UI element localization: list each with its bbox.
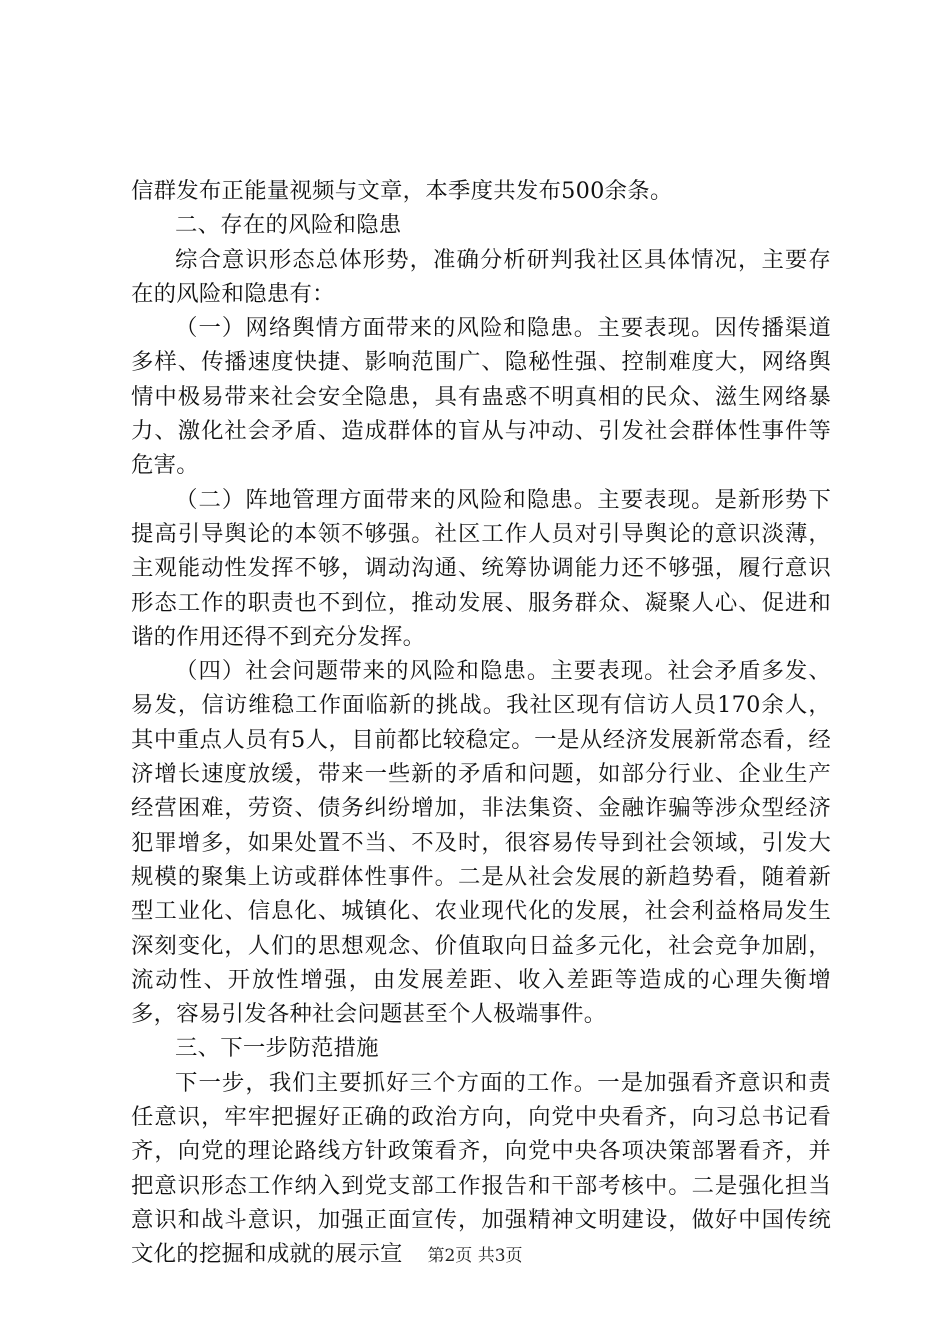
document-body <box>131 174 831 1272</box>
section-heading-risks: 二、存在的风险和隐患 <box>175 212 402 239</box>
section-heading-next-steps: 三、下一步防范措施 <box>175 1035 379 1062</box>
paragraph-overview: 综合意识形态总体形势，准确分析研判我社区具体情况，主要存在的风险和隐患有： <box>131 246 831 307</box>
paragraph-social-issues: （四）社会问题带来的风险和隐患。主要表现。社会矛盾多发、易发，信访维稳工作面临新的挑战。我社区现有信访人员170余人，其中重点人员有5人，目前都比较稳定。一是从经济发展新常态看，经济增长速度放缓，带来一些新的矛盾和问题，如部分行业、企业生产经营困难，劳资、债务纠纷增加，非法集资、金融诈骗等涉众型经济犯罪增多，如果处置不当、不及时，很容易传导到社会领域，引发大规模的聚集上访或群体性事件。二是从社会发展的新趋势看，随着新型工业化、信息化、城镇化、农业现代化的发展，社会利益格局发生深刻变化，人们的思想观念、价值取向日益多元化，社会竞争加剧，流动性、开放性增强，由发展差距、收入差距等造成的心理失衡增多，容易引发各种社会问题甚至个人极端事件。 <box>131 658 831 1028</box>
paragraph-position-management: （二）阵地管理方面带来的风险和隐患。主要表现。是新形势下提高引导舆论的本领不够强。社区工作人员对引导舆论的意识淡薄，主观能动性发挥不够，调动沟通、统筹协调能力还不够强，履行意识形态工作的职责也不到位，推动发展、服务群众、凝聚人心、促进和谐的作用还得不到充分发挥。 <box>131 486 831 650</box>
page-footer: 第2页 共3页 <box>427 1246 523 1266</box>
paragraph-next-steps: 下一步，我们主要抓好三个方面的工作。一是加强看齐意识和责任意识，牢牢把握好正确的政治方向，向党中央看齐，向习总书记看齐，向党的理论路线方针政策看齐，向党中央各项决策部署看齐，并把意识形态工作纳入到党支部工作报告和干部考核中。二是强化担当意识和战斗意识，加强正面宣传，加强精神文明建设，做好中国传统文化的挖掘和成就的展示宣 <box>131 1069 831 1268</box>
paragraph-network-risk: （一）网络舆情方面带来的风险和隐患。主要表现。因传播渠道多样、传播速度快捷、影响范围广、隐秘性强、控制难度大，网络舆情中极易带来社会安全隐患，具有蛊惑不明真相的民众、滋生网络暴力、激化社会矛盾、造成群体的盲从与冲动、引发社会群体性事件等危害。 <box>131 315 831 479</box>
continuation-paragraph: 信群发布正能量视频与文章，本季度共发布500余条。 <box>131 178 673 204</box>
